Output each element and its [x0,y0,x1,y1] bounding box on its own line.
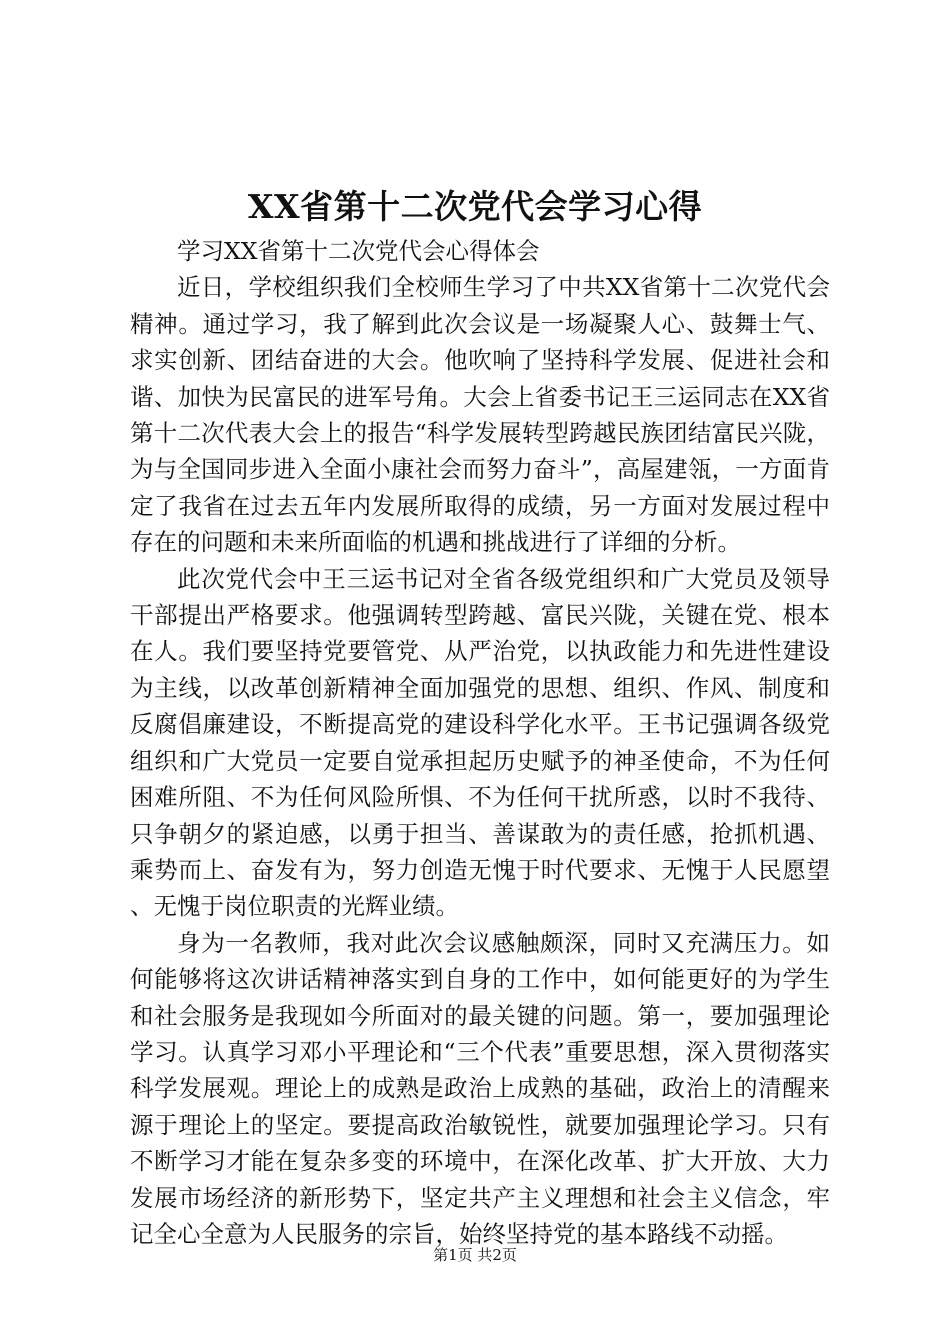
document-title: XX省第十二次党代会学习心得 [247,187,703,226]
body-paragraph: 此次党代会中王三运书记对全省各级党组织和广大党员及领导干部提出严格要求。他强调转型跨越、富民兴陇，关键在党、根本在人。我们要坚持党要管党、从严治党，以执政能力和先进性建设为主线，以改革创新精神全面加强党的思想、组织、作风、制度和反腐倡廉建设，不断提高党的建设科学化水平。王书记强调各级党组织和广大党员一定要自觉承担起历史赋予的神圣使命，不为任何困难所阻、不为任何风险所惧、不为任何干扰所惑，以时不我待、只争朝夕的紧迫感，以勇于担当、善谋敢为的责任感，抢抓机遇、乘势而上、奋发有为，努力创造无愧于时代要求、无愧于人民愿望、无愧于岗位职责的光辉业绩。 [130,564,830,921]
page-footer: 第1页 共2页 [433,1246,517,1264]
body-paragraph: 身为一名教师，我对此次会议感触颇深，同时又充满压力。如何能够将这次讲话精神落实到自身的工作中，如何能更好的为学生和社会服务是我现如今所面对的最关键的问题。第一，要加强理论学习。认真学习邓小平理论和“三个代表”重要思想，深入贯彻落实科学发展观。理论上的成熟是政治上成熟的基础，政治上的清醒来源于理论上的坚定。要提高政治敏锐性，就要加强理论学习。只有不断学习才能在复杂多变的环境中，在深化改革、扩大开放、大力发展市场经济的新形势下，坚定共产主义理想和社会主义信念，牢记全心全意为人民服务的宗旨，始终坚持党的基本路线不动摇。 [130,928,830,1248]
subtitle-paragraph: 学习XX省第十二次党代会心得体会 [177,237,540,265]
document-body [130,233,830,1252]
body-paragraph: 近日，学校组织我们全校师生学习了中共XX省第十二次党代会精神。通过学习，我了解到此次会议是一场凝聚人心、鼓舞士气、求实创新、团结奋进的大会。他吹响了坚持科学发展、促进社会和谐、加快为民富民的进军号角。大会上省委书记王三运同志在XX省第十二次代表大会上的报告“科学发展转型跨越民族团结富民兴陇，为与全国同步进入全面小康社会而努力奋斗”，高屋建瓴，一方面肯定了我省在过去五年内发展所取得的成绩，另一方面对发展过程中存在的问题和未来所面临的机遇和挑战进行了详细的分析。 [130,273,830,557]
